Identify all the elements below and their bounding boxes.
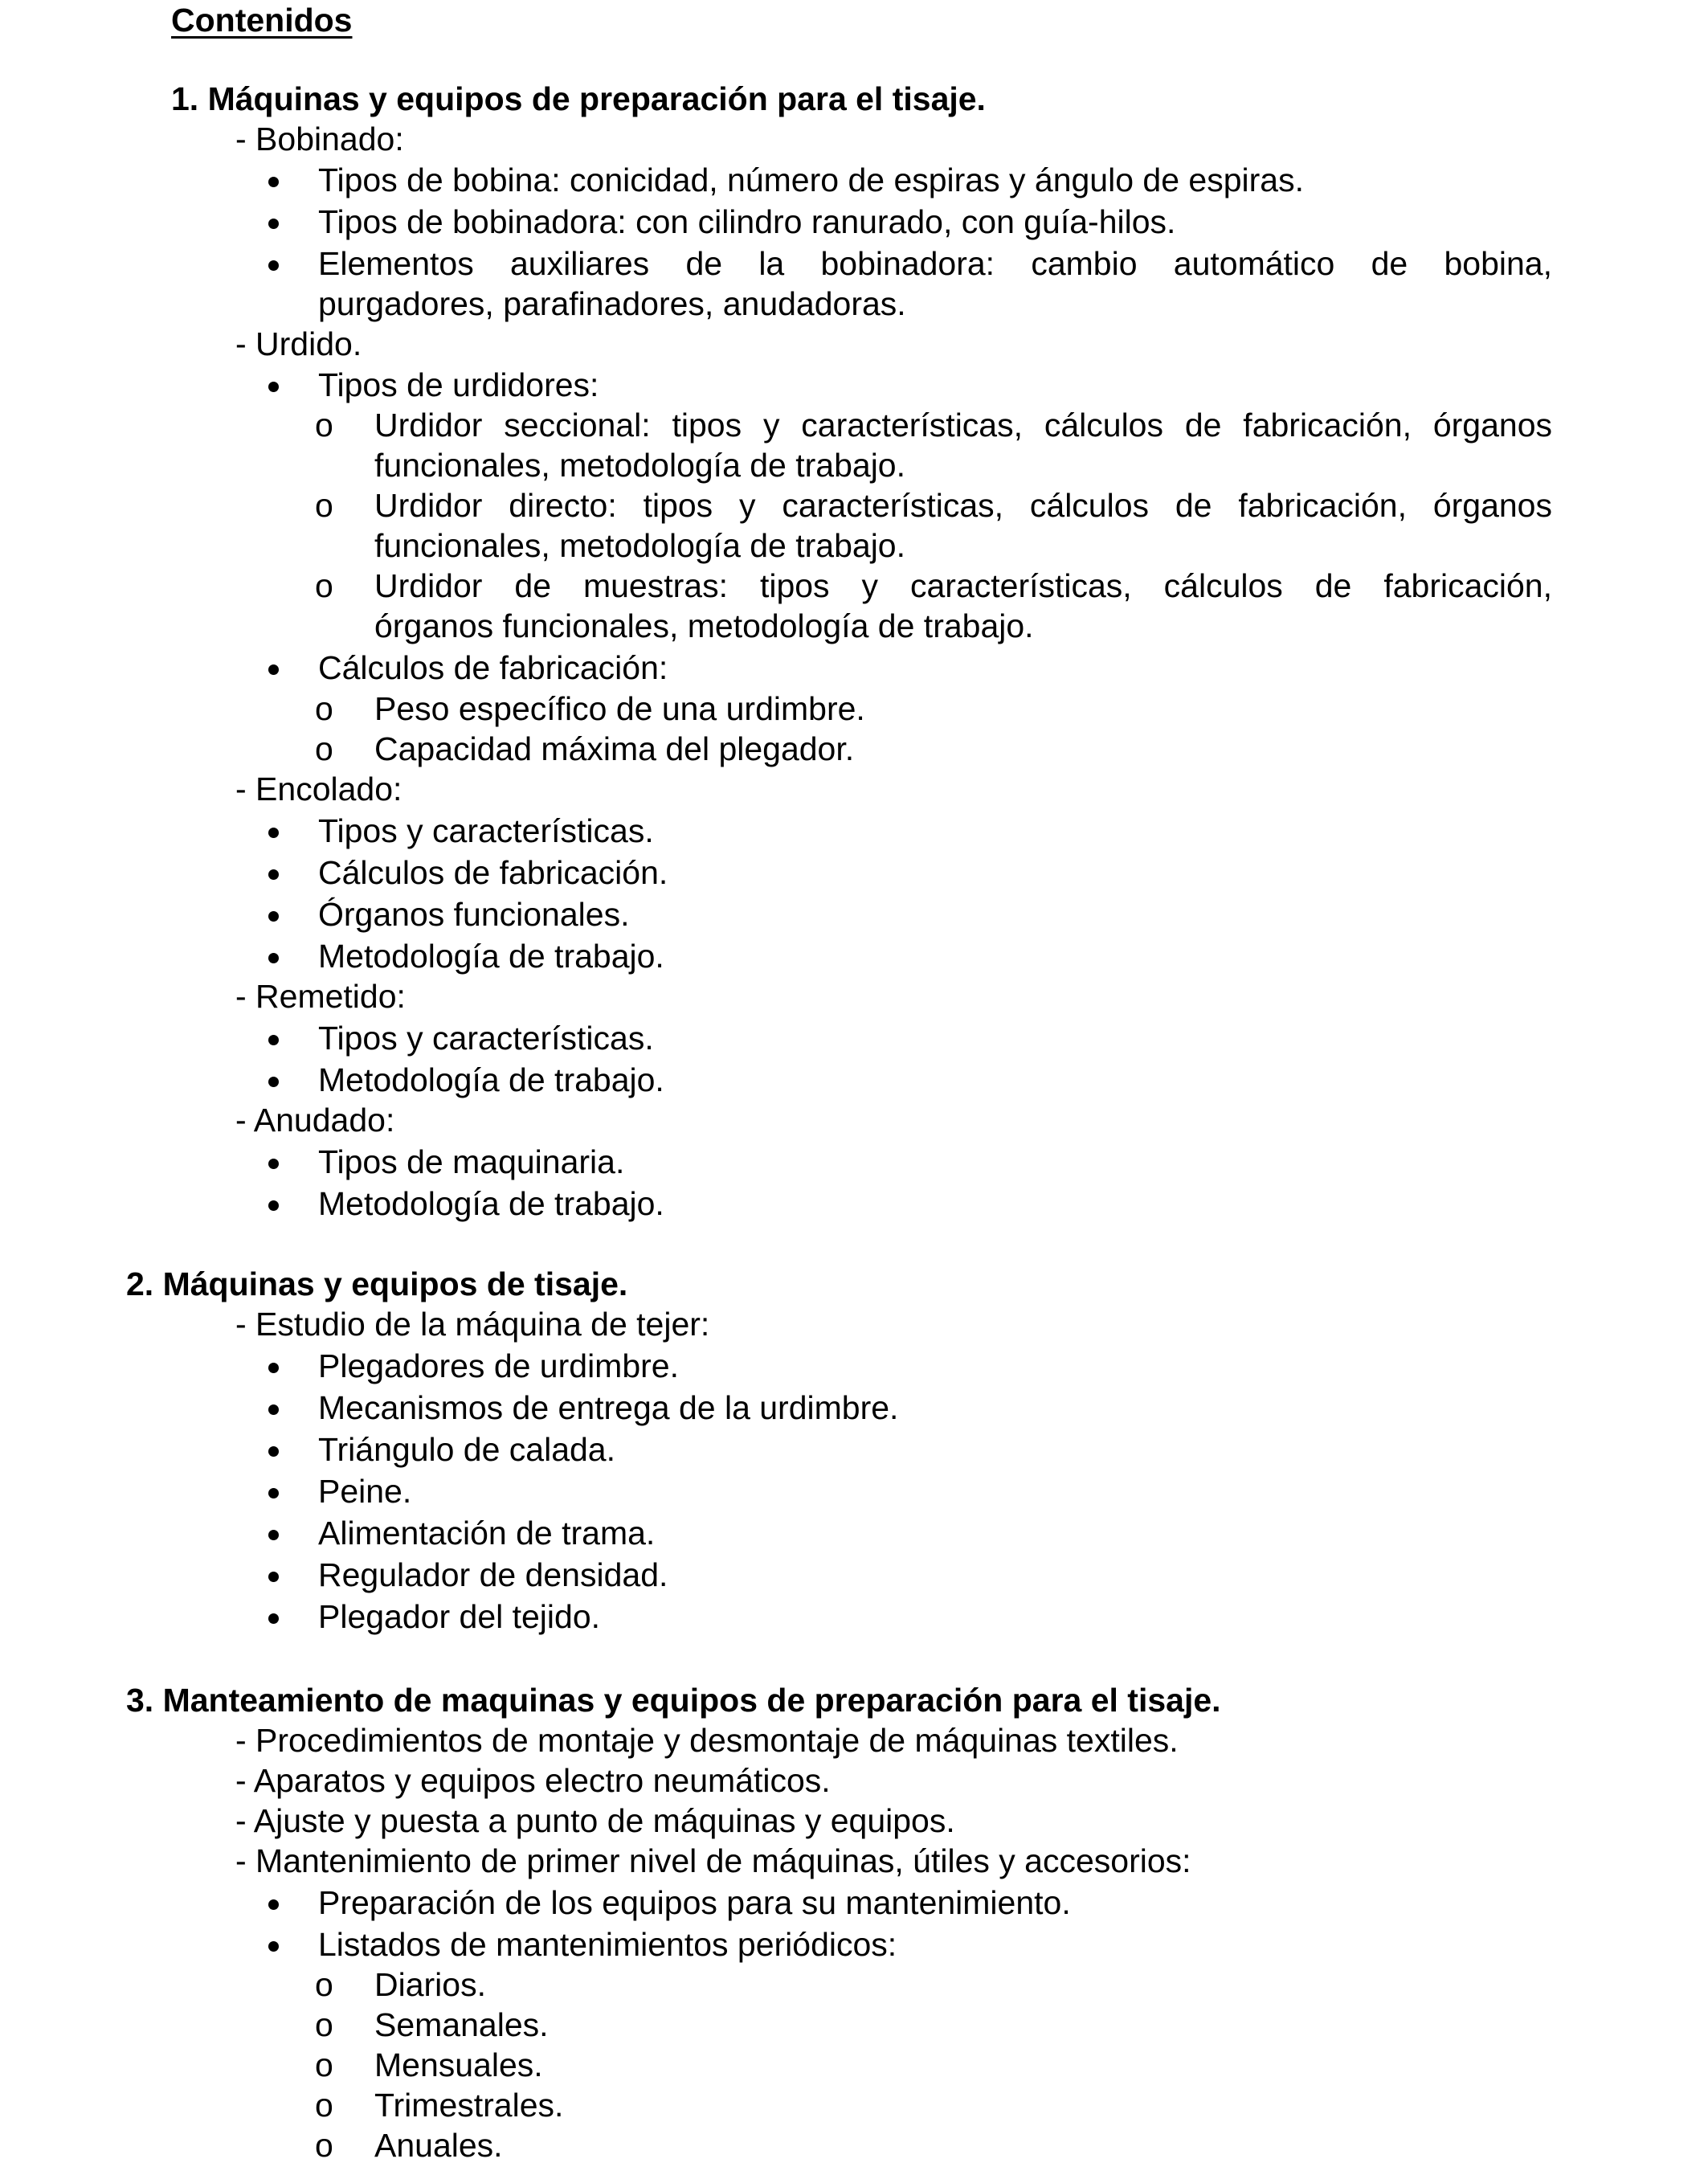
circle-bullet-icon: o (315, 2006, 333, 2043)
bullet-icon (259, 852, 269, 893)
sub-list-item-text: Anuales. (374, 2127, 503, 2164)
circle-bullet-icon: o (315, 487, 333, 524)
bullet-icon (259, 1471, 269, 1511)
bullet-icon (259, 1883, 269, 1923)
list-item-text: Metodología de trabajo. (318, 938, 664, 975)
circle-bullet-icon: o (315, 407, 333, 444)
circle-bullet-icon: o (315, 1966, 333, 2003)
bullet-icon (259, 1513, 269, 1553)
subsection-anudado: - Anudado: (235, 1102, 395, 1139)
sub-list-item-text: Diarios. (374, 1966, 486, 2003)
sub-list-item-text: Semanales. (374, 2006, 549, 2043)
sub-list-item-text: Urdidor de muestras: tipos y características, cálculos de fabricación, (374, 567, 1552, 604)
list-item-text: Triángulo de calada. (318, 1431, 616, 1468)
bullet-icon (259, 243, 269, 284)
bullet-icon (259, 160, 269, 200)
bullet-icon (259, 1597, 269, 1637)
bullet-icon (259, 1060, 269, 1100)
list-item-text: Tipos y características. (318, 1020, 654, 1057)
bullet-icon (259, 894, 269, 934)
circle-bullet-icon: o (315, 730, 333, 767)
list-item-text: Alimentación de trama. (318, 1515, 656, 1552)
list-item-text: Metodología de trabajo. (318, 1185, 664, 1222)
bullet-icon (259, 1555, 269, 1595)
list-item-text: Tipos de maquinaria. (318, 1143, 625, 1180)
list-item-text: Cálculos de fabricación. (318, 854, 668, 891)
bullet-icon (259, 202, 269, 242)
list-item-text: Cálculos de fabricación: (318, 649, 668, 686)
list-item-text: Tipos y características. (318, 812, 654, 849)
sub-list-item-text: Capacidad máxima del plegador. (374, 730, 855, 767)
sub-list-item-text: Urdidor seccional: tipos y características, cálculos de fabricación, órganos (374, 407, 1552, 444)
subsection-item: - Aparatos y equipos electro neumáticos. (235, 1762, 831, 1799)
circle-bullet-icon: o (315, 2046, 333, 2083)
list-item-text: Elementos auxiliares de la bobinadora: cambio automático de bobina, (318, 245, 1552, 282)
bullet-icon (259, 1018, 269, 1058)
section-1-heading: 1. Máquinas y equipos de preparación para el tisaje. (171, 80, 986, 117)
sub-list-item-text: Trimestrales. (374, 2087, 564, 2124)
bullet-icon (259, 936, 269, 976)
circle-bullet-icon: o (315, 567, 333, 604)
sub-list-item-text: órganos funcionales, metodología de trabajo. (374, 607, 1034, 644)
list-item-text: purgadores, parafinadores, anudadoras. (318, 285, 906, 322)
list-item-text: Mecanismos de entrega de la urdimbre. (318, 1389, 899, 1426)
circle-bullet-icon: o (315, 690, 333, 727)
bullet-icon (259, 811, 269, 851)
list-item-text: Peine. (318, 1473, 412, 1510)
subsection-bobinado: - Bobinado: (235, 121, 404, 157)
subsection-item: - Procedimientos de montaje y desmontaje de máquinas textiles. (235, 1722, 1179, 1759)
sub-list-item-text: funcionales, metodología de trabajo. (374, 527, 906, 564)
bullet-icon (259, 648, 269, 688)
section-2-heading: 2. Máquinas y equipos de tisaje. (126, 1265, 628, 1302)
list-item-text: Plegador del tejido. (318, 1598, 601, 1635)
list-item-text: Metodología de trabajo. (318, 1061, 664, 1098)
list-item-text: Tipos de bobinadora: con cilindro ranurado, con guía-hilos. (318, 203, 1176, 240)
list-item-text: Tipos de urdidores: (318, 366, 599, 403)
section-3-heading: 3. Manteamiento de maquinas y equipos de preparación para el tisaje. (126, 1682, 1221, 1719)
subsection-estudio: - Estudio de la máquina de tejer: (235, 1306, 710, 1343)
subsection-item: - Ajuste y puesta a punto de máquinas y equipos. (235, 1802, 955, 1839)
bullet-icon (259, 1388, 269, 1428)
bullet-icon (259, 365, 269, 405)
subsection-encolado: - Encolado: (235, 771, 402, 807)
list-item-text: Regulador de densidad. (318, 1556, 668, 1593)
subsection-remetido: - Remetido: (235, 978, 406, 1015)
list-item-text: Listados de mantenimientos periódicos: (318, 1926, 897, 1963)
list-item-text: Órganos funcionales. (318, 896, 630, 933)
circle-bullet-icon: o (315, 2127, 333, 2164)
subsection-urdido: - Urdido. (235, 325, 362, 362)
bullet-icon (259, 1346, 269, 1386)
list-item-text: Preparación de los equipos para su mantenimiento. (318, 1884, 1071, 1921)
list-item-text: Plegadores de urdimbre. (318, 1347, 679, 1384)
sub-list-item-text: Urdidor directo: tipos y características, cálculos de fabricación, órganos (374, 487, 1552, 524)
bullet-icon (259, 1142, 269, 1182)
circle-bullet-icon: o (315, 2087, 333, 2124)
sub-list-item-text: Mensuales. (374, 2046, 543, 2083)
subsection-item: - Mantenimiento de primer nivel de máquinas, útiles y accesorios: (235, 1842, 1191, 1879)
bullet-icon (259, 1429, 269, 1470)
sub-list-item-text: funcionales, metodología de trabajo. (374, 447, 906, 484)
list-item-text: Tipos de bobina: conicidad, número de espiras y ángulo de espiras. (318, 161, 1304, 198)
bullet-icon (259, 1924, 269, 1965)
bullet-icon (259, 1184, 269, 1224)
page-title: Contenidos (171, 2, 353, 39)
sub-list-item-text: Peso específico de una urdimbre. (374, 690, 865, 727)
